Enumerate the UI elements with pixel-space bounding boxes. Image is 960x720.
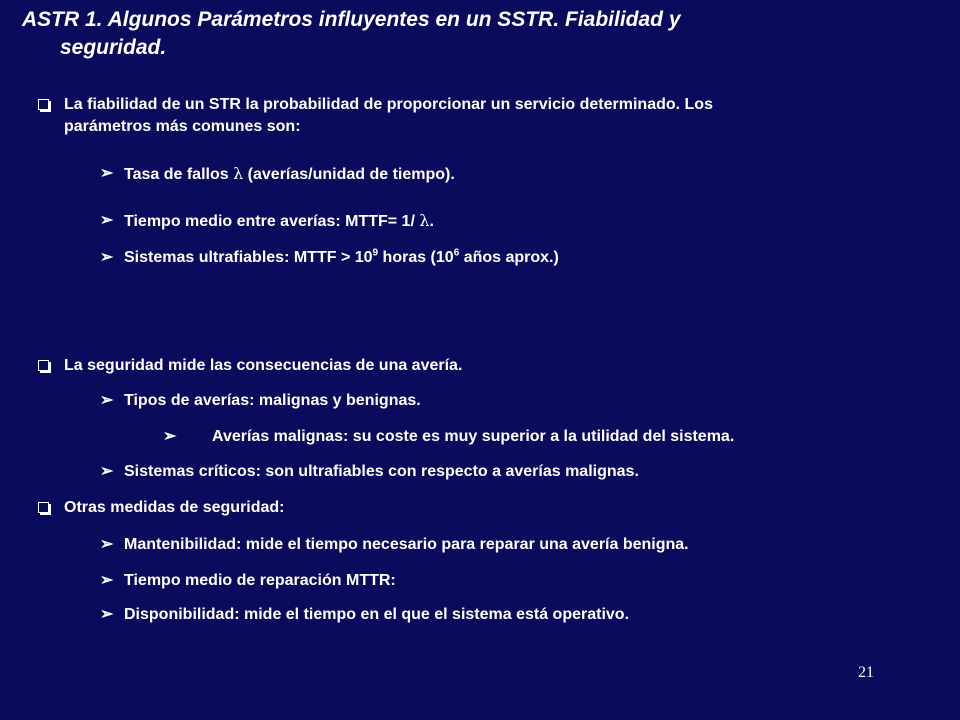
mttf-text-pre: Tiempo medio entre averías: MTTF= 1/	[124, 213, 420, 230]
lambda-symbol: λ	[233, 164, 244, 183]
tasa-text-pre: Tasa de fallos	[124, 166, 234, 183]
arrow-bullet-icon: ➢	[100, 463, 114, 480]
tasa-fallos-item	[100, 163, 455, 186]
fiabilidad-item	[38, 94, 713, 138]
arrow-bullet-icon: ➢	[100, 536, 114, 553]
averias-malignas-text: Averías malignas: su coste es muy superior a la utilidad del sistema.	[212, 428, 735, 445]
seguridad-item	[38, 355, 462, 377]
sistemas-criticos-text: Sistemas críticos: son ultrafiables con respecto a averías malignas.	[124, 463, 639, 480]
arrow-bullet-icon: ➢	[100, 249, 114, 266]
mantenibilidad-text: Mantenibilidad: mide el tiempo necesario para reparar una avería benigna.	[124, 536, 689, 553]
arrow-bullet-icon: ➢	[163, 428, 177, 445]
square-bullet-icon	[38, 99, 49, 110]
slide-title-line2: seguridad.	[60, 36, 167, 59]
arrow-bullet-icon: ➢	[100, 572, 114, 589]
mttr-item	[100, 570, 396, 592]
sistemas-criticos-item	[100, 461, 639, 483]
mttf-item	[100, 210, 434, 233]
seguridad-intro: La seguridad mide las consecuencias de una avería.	[64, 357, 463, 374]
lambda-symbol: λ	[419, 211, 430, 230]
tipos-averias-text: Tipos de averías: malignas y benignas.	[124, 392, 421, 409]
averias-malignas-item	[163, 426, 734, 448]
ultra-exponent-1: 9	[372, 247, 379, 259]
otras-medidas-intro: Otras medidas de seguridad:	[64, 499, 285, 516]
mttf-text-post: .	[429, 213, 434, 230]
disponibilidad-text: Disponibilidad: mide el tiempo en el que el sistema está operativo.	[124, 606, 630, 623]
arrow-bullet-icon: ➢	[100, 165, 114, 182]
slide-title	[22, 6, 922, 62]
square-bullet-icon	[38, 360, 49, 371]
ultra-exponent-2: 6	[453, 247, 460, 259]
slide-title-line1: ASTR 1. Algunos Parámetros influyentes en un SSTR. Fiabilidad y	[22, 8, 681, 31]
ultra-text-post: años aprox.)	[459, 249, 559, 266]
arrow-bullet-icon: ➢	[100, 392, 114, 409]
ultrafiables-item	[100, 247, 559, 269]
arrow-bullet-icon: ➢	[100, 212, 114, 229]
disponibilidad-item	[100, 604, 629, 626]
tipos-averias-item	[100, 390, 421, 412]
arrow-bullet-icon: ➢	[100, 606, 114, 623]
mttr-text: Tiempo medio de reparación MTTR:	[124, 572, 396, 589]
square-bullet-icon	[38, 502, 49, 513]
tasa-text-post: (averías/unidad de tiempo).	[243, 166, 455, 183]
page-number: 21	[858, 664, 874, 681]
ultra-text-pre: Sistemas ultrafiables: MTTF > 10	[124, 249, 373, 266]
fiabilidad-intro-line1: La fiabilidad de un STR la probabilidad de proporcionar un servicio determinado. Los	[64, 96, 713, 113]
otras-medidas-item	[38, 497, 285, 519]
mantenibilidad-item	[100, 534, 689, 556]
fiabilidad-intro-line2: parámetros más comunes son:	[64, 118, 301, 135]
ultra-text-mid: horas (10	[378, 249, 454, 266]
